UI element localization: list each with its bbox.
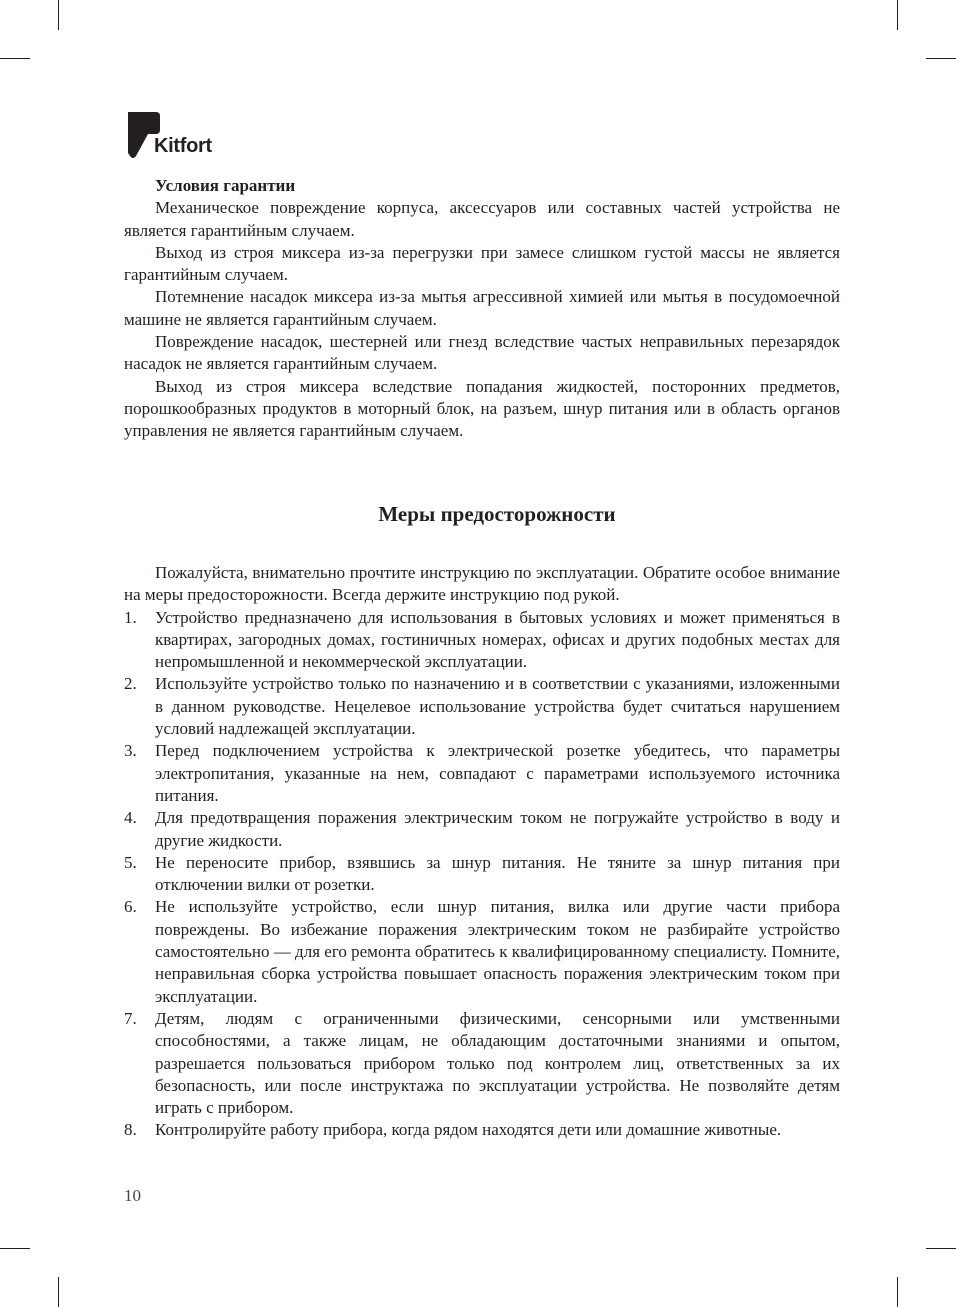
list-item-number: 4.: [124, 808, 137, 828]
warranty-paragraph: Выход из строя миксера вследствие попадания жидкостей, посторонних предметов, порошкообразных продуктов в моторный блок, на разъем, шнур питания или в область органов управления не является гарантийным случаем.: [124, 376, 840, 441]
list-item-text: Используйте устройство только по назначению и в соответствии с указаниями, изложенными в данном руководстве. Нецелевое использование устройства будет считаться нарушением условий надлежащей эксплуатации.: [155, 674, 840, 739]
list-item: [124, 852, 840, 897]
list-item: [124, 607, 840, 674]
list-item-text: Перед подключением устройства к электрической розетке убедитесь, что параметры электропитания, указанные на нем, совпадают с параметрами используемого источника питания.: [155, 741, 840, 805]
list-item-text: Не переносите прибор, взявшись за шнур питания. Не тяните за шнур питания при отключении вилки от розетки.: [155, 852, 840, 895]
crop-mark: [897, 1277, 898, 1307]
list-item-text: Контролируйте работу прибора, когда рядом находятся дети или домашние животные.: [155, 1120, 782, 1140]
list-item-number: 2.: [124, 674, 137, 694]
list-item: [124, 896, 840, 1007]
warranty-paragraph: Выход из строя миксера из-за перегрузки при замесе слишком густой массы не является гарантийным случаем.: [124, 242, 840, 285]
warranty-paragraph: Потемнение насадок миксера из-за мытья агрессивной химией или мытья в посудомоечной машине не является гарантийным случаем.: [124, 287, 840, 329]
warranty-heading: Условия гарантии: [155, 176, 296, 195]
crop-mark: [926, 58, 956, 59]
list-item: [124, 673, 840, 740]
precautions-list: [124, 607, 840, 1142]
warranty-paragraph: Повреждение насадок, шестерней или гнезд вследствие частых неправильных перезарядок насадок не является гарантийным случаем.: [124, 332, 840, 374]
list-item-number: 3.: [124, 741, 137, 761]
list-item-number: 5.: [124, 852, 137, 872]
list-item-number: 7.: [124, 1008, 137, 1028]
list-item: [124, 740, 840, 807]
warranty-paragraph: Механическое повреждение корпуса, аксессуаров или составных частей устройства не является гарантийным случаем.: [124, 198, 840, 240]
list-item-text: Не используйте устройство, если шнур питания, вилка или другие части прибора повреждены. Во избежание поражения электрическим током не разбирайте устройство самостоятельно — для его ремонта обратитесь к квалифицированному специалисту. Помните, неправильная сборка устройства повышает опасность поражения электрическим током при эксплуатации.: [155, 897, 840, 1006]
precautions-intro: Пожалуйста, внимательно прочтите инструкцию по эксплуатации. Обратите особое внимание на меры предосторожности. Всегда держите инструкцию под рукой.: [124, 563, 840, 605]
crop-mark: [0, 1248, 30, 1249]
list-item: [124, 1119, 840, 1141]
warranty-section: [124, 175, 840, 443]
precautions-section: [124, 562, 840, 1142]
crop-mark: [926, 1248, 956, 1249]
list-item: [124, 1008, 840, 1119]
crop-mark: [897, 0, 898, 30]
list-item-text: Детям, людям с ограниченными физическими, сенсорными или умственными способностями, а также лицам, не обладающим достаточными знаниями и опытом, разрешается пользоваться прибором только под контролем лиц, ответственных за их безопасность, или после инструктажа по эксплуатации устройства. Не позволяйте детям играть с прибором.: [155, 1008, 840, 1118]
page-title: Меры предосторожности: [378, 502, 616, 526]
list-item-text: Для предотвращения поражения электрическим током не погружайте устройство в воду и другие жидкости.: [155, 808, 840, 850]
list-item-number: 6.: [124, 897, 137, 917]
list-item-number: 8.: [124, 1120, 137, 1140]
crop-mark: [58, 0, 59, 30]
page-number: 10: [124, 1186, 141, 1205]
list-item-number: 1.: [124, 607, 137, 627]
brand-name: Kitfort: [154, 135, 212, 157]
list-item: [124, 807, 840, 852]
crop-mark: [58, 1277, 59, 1307]
crop-mark: [0, 58, 30, 59]
list-item-text: Устройство предназначено для использования в бытовых условиях и может применяться в квартирах, загородных домах, гостиничных номерах, офисах и других подобных местах для непромышленной и некоммерческой эксплуатации.: [155, 607, 840, 672]
